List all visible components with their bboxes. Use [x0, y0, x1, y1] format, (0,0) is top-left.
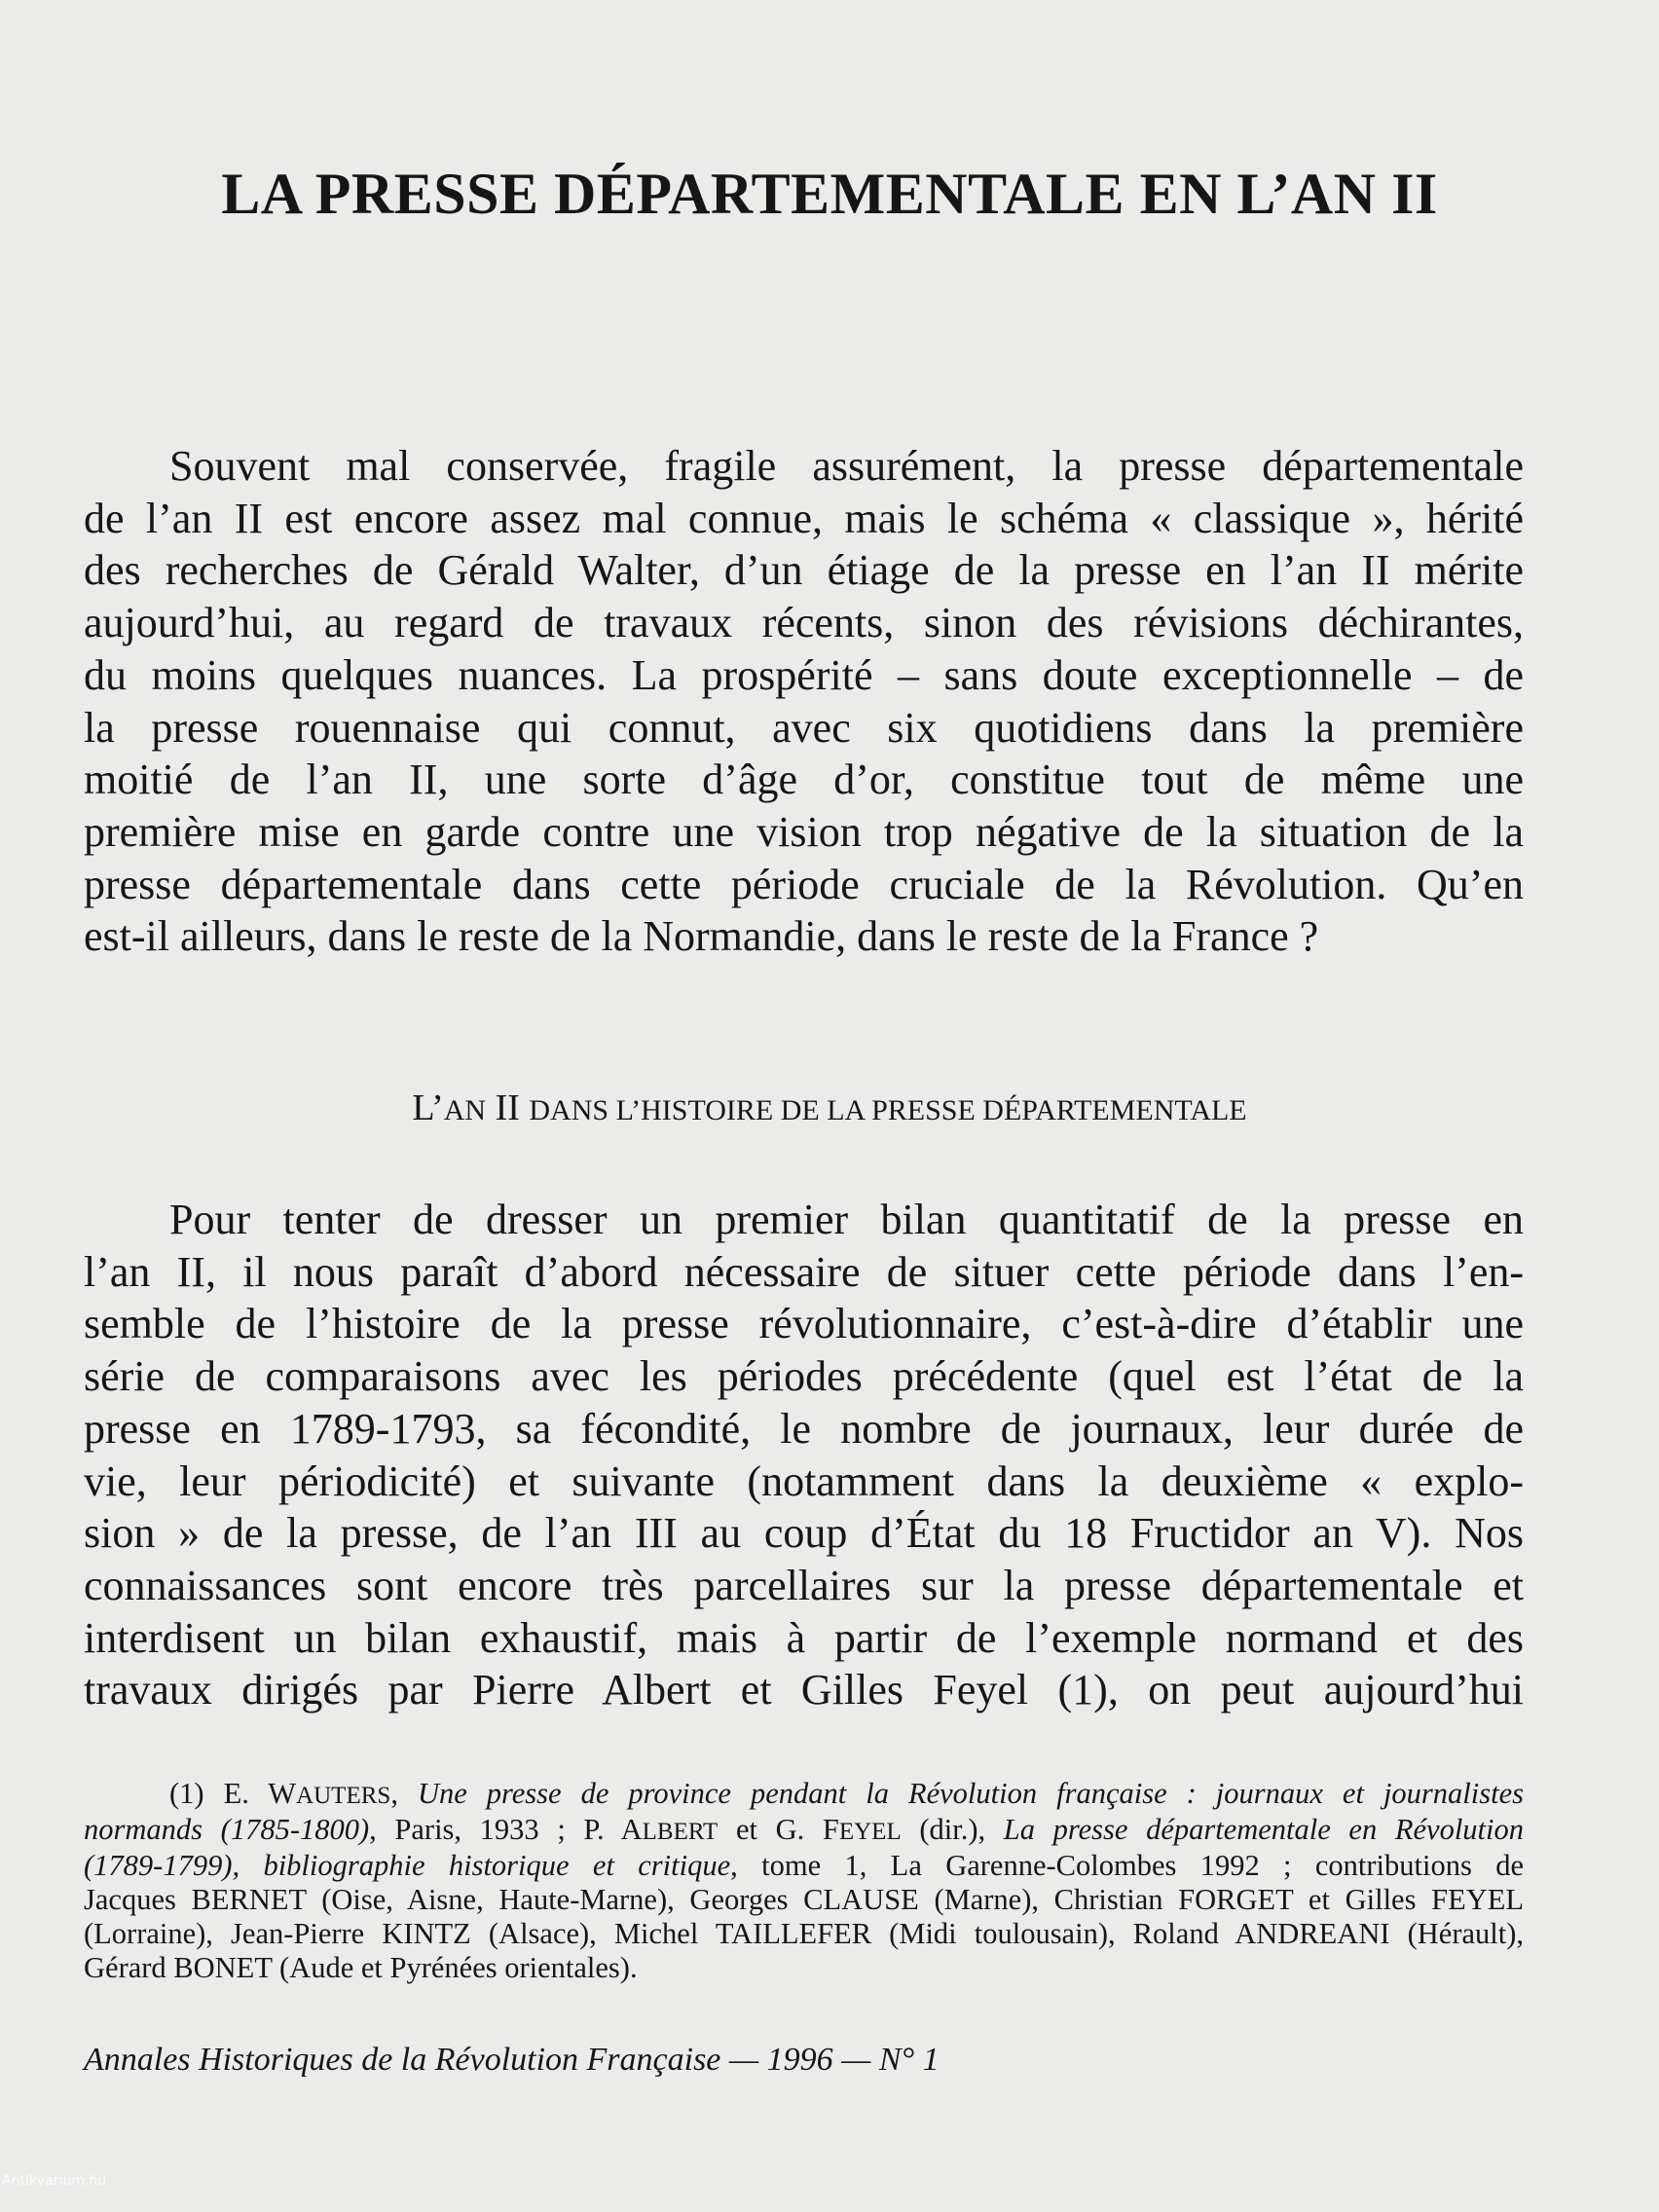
journal-footer: Annales Historiques de la Révolution Française — 1996 — N° 1 — [84, 2042, 940, 2078]
text-line: série de comparaisons avec les périodes précédente (quel est l’état de la — [84, 1352, 1524, 1401]
text-line: connaissances sont encore très parcellaires sur la presse départementale et — [84, 1561, 1524, 1609]
text-line: première mise en garde contre une vision trop négative de la situation de la — [84, 807, 1524, 856]
paragraph-intro — [84, 440, 1524, 963]
text-line: sion » de la presse, de l’an III au coup d’État du 18 Fructidor an V). Nos — [84, 1509, 1524, 1558]
text-line: Souvent mal conservée, fragile assurément, la presse départementale — [169, 442, 1524, 490]
text-line: interdisent un bilan exhaustif, mais à partir de l’exemple normand et des — [84, 1613, 1524, 1662]
text-line: du moins quelques nuances. La prospérité – sans doute exceptionnelle – de — [84, 650, 1524, 699]
text-line: vie, leur périodicité) et suivante (notamment dans la deuxième « explo- — [84, 1456, 1524, 1505]
footnote-line: (1) E. WAUTERS, Une presse de province pendant la Révolution française : journaux et journalistes — [169, 1777, 1524, 1810]
footnote-line: Gérard BONET (Aude et Pyrénées orientales). — [84, 1951, 638, 1984]
text-line: moitié de l’an II, une sorte d’âge d’or, constitue tout de même une — [84, 756, 1524, 804]
footnote — [84, 1777, 1524, 1985]
text-line: l’an II, il nous paraît d’abord nécessaire de situer cette période dans l’en- — [84, 1247, 1524, 1296]
footnote-line: normands (1785-1800), Paris, 1933 ; P. ALBERT et G. FEYEL (dir.), La presse départementale en Révolution — [84, 1813, 1524, 1846]
section-heading: L’AN II DANS L’HISTOIRE DE LA PRESSE DÉPARTEMENTALE — [412, 1088, 1247, 1128]
watermark: Antikvarium.hu — [2, 2173, 107, 2189]
text-line: semble de l’histoire de la presse révolutionnaire, c’est-à-dire d’établir une — [84, 1300, 1524, 1348]
footnote-line: Jacques BERNET (Oise, Aisne, Haute-Marne), Georges CLAUSE (Marne), Christian FORGET et Gilles FEYEL — [84, 1883, 1524, 1916]
text-line: presse en 1789-1793, sa fécondité, le nombre de journaux, leur durée de — [84, 1404, 1524, 1453]
footnote-line: (1789-1799), bibliographie historique et critique, tome 1, La Garenne-Colombes 1992 ; contributions de — [84, 1849, 1524, 1882]
text-line: Pour tenter de dresser un premier bilan quantitatif de la presse en — [169, 1196, 1524, 1243]
article-title: LA PRESSE DÉPARTEMENTALE EN L’AN II — [221, 162, 1438, 226]
text-line: est-il ailleurs, dans le reste de la Normandie, dans le reste de la France ? — [84, 912, 1319, 961]
text-line: des recherches de Gérald Walter, d’un étiage de la presse en l’an II mérite — [84, 546, 1524, 595]
text-line: de l’an II est encore assez mal connue, mais le schéma « classique », hérité — [84, 494, 1524, 542]
text-line: travaux dirigés par Pierre Albert et Gilles Feyel (1), on peut aujourd’hui — [84, 1666, 1524, 1714]
text-line: la presse rouennaise qui connut, avec six quotidiens dans la première — [84, 703, 1524, 752]
text-line: aujourd’hui, au regard de travaux récents, sinon des révisions déchirantes, — [84, 599, 1524, 647]
text-line: presse départementale dans cette période cruciale de la Révolution. Qu’en — [84, 860, 1524, 908]
footnote-line: (Lorraine), Jean-Pierre KINTZ (Alsace), Michel TAILLEFER (Midi toulousain), Roland ANDREANI (Hérault), — [84, 1917, 1524, 1950]
paragraph-body — [84, 1194, 1524, 1716]
